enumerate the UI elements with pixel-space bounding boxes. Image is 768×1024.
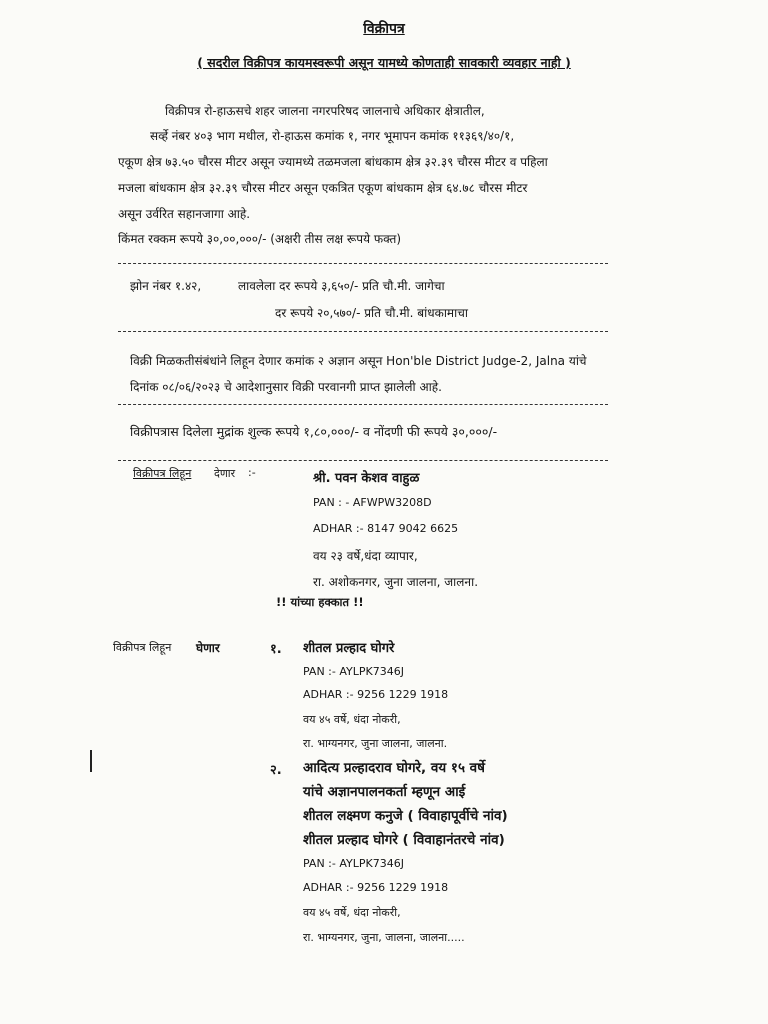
document-title: विक्रीपत्र xyxy=(363,21,405,37)
property-line-5: असून उर्वरित सहानजागा आहे. xyxy=(118,207,251,221)
seller-label-suffix: देणार xyxy=(214,467,236,480)
price-line: किंमत रक्कम रूपये ३०,००,०००/- (अक्षरी तीस लक्ष रूपये फक्त) xyxy=(118,232,402,246)
buyer-2-address: रा. भाग्यनगर, जुना, जालना, जालना..... xyxy=(303,931,465,944)
property-line-2: सर्व्हे नंबर ४०३ भाग मधील, रो-हाऊस कमांक १, नगर भूमापन कमांक ११३६९/४०/१, xyxy=(150,129,515,143)
permission-line-1: विक्री मिळकतीसंबंधांने लिहून देणार कमांक २ अज्ञान असून Hon'ble District Judge-2, Jalna यांचे xyxy=(130,354,587,368)
buyer-label: विक्रीपत्र लिहून xyxy=(113,641,172,654)
buyer-2-age-occupation: वय ४५ वर्षे, धंदा नोकरी, xyxy=(303,906,401,919)
seller-age-occupation: वय २३ वर्षे,धंदा व्यापार, xyxy=(313,549,418,563)
buyer-1-age-occupation: वय ४५ वर्षे, धंदा नोकरी, xyxy=(303,713,401,726)
seller-pan: PAN : - AFWPW3208D xyxy=(313,496,432,509)
buyer-2-number: २. xyxy=(270,763,282,778)
property-line-3: एकूण क्षेत्र ७३.५० चौरस मीटर असून ज्यामध्ये तळमजला बांधकाम क्षेत्र ३२.३९ चौरस मीटर व पहिला xyxy=(118,155,548,169)
property-line-4: मजला बांधकाम क्षेत्र ३२.३९ चौरस मीटर असून एकत्रित एकूण बांधकाम क्षेत्र ६४.७८ चौरस मीटर xyxy=(118,181,528,195)
permission-line-2: दिनांक ०८/०६/२०२३ चे आदेशानुसार विक्री परवानगी प्राप्त झालेली आहे. xyxy=(130,380,442,394)
buyer-1-name: शीतल प्रल्हाद घोगरे xyxy=(303,641,395,656)
margin-mark xyxy=(90,750,92,772)
stamp-duty-line: विक्रीपत्रास दिलेला मुद्रांक शुल्क रूपये १,८०,०००/- व नोंदणी फी रूपये ३०,०००/- xyxy=(130,424,498,439)
document-subtitle: ( सदरील विक्रीपत्र कायमस्वरूपी असून यामध्ये कोणताही सावकारी व्यवहार नाही ) xyxy=(197,55,571,70)
buyer-1-address: रा. भाग्यनगर, जुना जालना, जालना. xyxy=(303,737,448,750)
buyer-2-name-line-1: आदित्य प्रल्हादराव घोगरे, वय १५ वर्षे xyxy=(303,760,485,776)
divider xyxy=(118,331,608,332)
seller-address: रा. अशोकनगर, जुना जालना, जालना. xyxy=(313,575,479,589)
divider xyxy=(118,404,608,405)
buyer-1-pan: PAN :- AYLPK7346J xyxy=(303,665,404,678)
buyer-2-adhar: ADHAR :- 9256 1229 1918 xyxy=(303,881,449,894)
buyer-2-name-line-3: शीतल लक्ष्मण कनुजे ( विवाहापूर्वीचे नांव) xyxy=(303,808,508,824)
zone-number: झोन नंबर १.४२, xyxy=(130,279,202,293)
buyer-2-name-line-2: यांचे अज्ञानपालनकर्ता म्हणून आई xyxy=(303,784,466,800)
divider xyxy=(118,460,608,461)
divider xyxy=(118,263,608,264)
seller-label-separator: :- xyxy=(248,466,256,479)
building-rate: दर रूपये २०,५७०/- प्रति चौ.मी. बांधकामाचा xyxy=(275,306,468,320)
seller-name: श्री. पवन केशव वाहुळ xyxy=(313,471,420,486)
buyer-1-number: १. xyxy=(270,642,282,657)
buyer-2-name-line-4: शीतल प्रल्हाद घोगरे ( विवाहानंतरचे नांव) xyxy=(303,832,505,848)
buyer-1-adhar: ADHAR :- 9256 1229 1918 xyxy=(303,688,449,701)
in-favour-of: !! यांच्या हक्कात !! xyxy=(276,595,364,609)
buyer-label-suffix: घेणार xyxy=(196,641,220,655)
property-line-1: विक्रीपत्र रो-हाऊसचे शहर जालना नगरपरिषद जालनाचे अधिकार क्षेत्रातील, xyxy=(165,104,485,118)
seller-adhar: ADHAR :- 8147 9042 6625 xyxy=(313,522,459,535)
buyer-2-pan: PAN :- AYLPK7346J xyxy=(303,857,404,870)
land-rate: लावलेला दर रूपये ३,६५०/- प्रति चौ.मी. जागेचा xyxy=(238,279,445,293)
seller-label: विक्रीपत्र लिहून xyxy=(133,467,192,480)
